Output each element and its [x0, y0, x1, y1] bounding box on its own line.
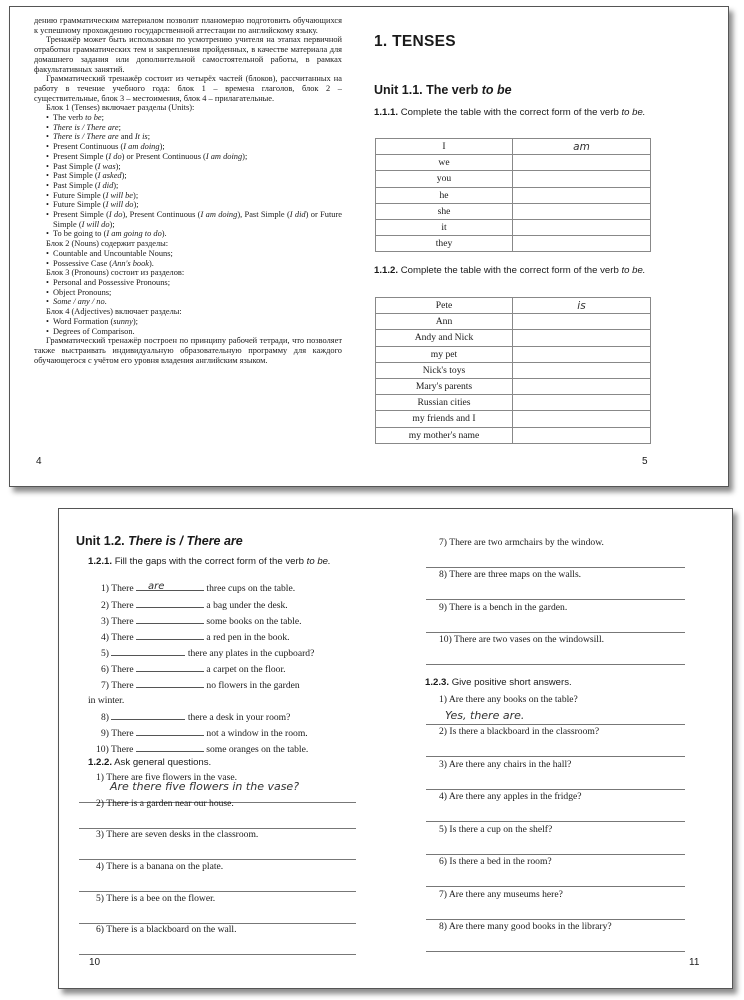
page-11 [425, 509, 685, 988]
subject-cell: we [376, 155, 513, 171]
block1-list [34, 113, 342, 239]
block4-intro: Блок 4 (Adjectives) включает разделы: [46, 307, 182, 317]
item-number: 5) [101, 648, 109, 659]
question-item: 1) There are five flowers in the vase. [96, 772, 238, 783]
block1-intro: Блок 1 (Tenses) включает разделы (Units): [46, 103, 195, 113]
table-row [376, 314, 651, 330]
verb-table-1 [375, 138, 651, 252]
question-item: 5) There is a bee on the flower. [96, 893, 216, 904]
answer-line[interactable] [426, 632, 685, 633]
answer-line[interactable] [426, 821, 685, 822]
task-em: to be. [621, 107, 646, 118]
verb-cell[interactable] [513, 155, 651, 171]
verb-cell[interactable] [513, 330, 651, 346]
answer-line[interactable] [426, 789, 685, 790]
verb-cell[interactable] [513, 411, 651, 427]
intro-paragraph-3: Грамматический тренажёр состоит из четырёх частей (блоков), рассчитанных на работу в течение учебного года: блок 1 – времена глаголов, блок 2 – существительные, блок 3 – местоимения, блок 4 – прилагательные. [34, 74, 342, 103]
question-item: 2) There is a garden near our house. [96, 798, 234, 809]
page-number-5: 5 [642, 456, 648, 467]
task-em: to be. [306, 556, 331, 567]
table-row [376, 203, 651, 219]
table-row [376, 362, 651, 378]
subject-cell: my friends and I [376, 411, 513, 427]
gap-item [96, 742, 308, 755]
verb-cell[interactable] [513, 139, 651, 155]
question-item: 8) There are three maps on the walls. [439, 569, 582, 580]
table-row [376, 187, 651, 203]
item-text: a bag under the desk. [206, 600, 288, 611]
gap-blank[interactable] [136, 742, 204, 752]
task-number: 1.2.1. [88, 556, 113, 567]
subject-cell: Russian cities [376, 395, 513, 411]
list-item: • Personal and Possessive Pronouns; [46, 278, 342, 288]
task-number: 1.1.2. [374, 265, 399, 276]
item-number: 7) [101, 680, 109, 691]
list-item: • There is / There are; [46, 123, 342, 133]
gap-7-continuation: in winter. [88, 695, 125, 706]
subject-cell: she [376, 203, 513, 219]
question-item: 8) Are there many good books in the library? [439, 921, 612, 932]
task-number: 1.2.3. [425, 677, 450, 688]
subject-cell: I [376, 139, 513, 155]
block4-list [34, 317, 342, 336]
item-number: 6) [101, 664, 109, 675]
item-text: some oranges on the table. [206, 744, 309, 755]
gap-item [101, 598, 288, 611]
table-row [376, 411, 651, 427]
list-item: • Present Simple (I do) or Present Continuous (I am doing); [46, 152, 342, 162]
gap-item [101, 662, 286, 675]
task-number: 1.2.2. [88, 757, 113, 768]
subject-cell: Ann [376, 314, 513, 330]
answer-line[interactable] [426, 664, 685, 665]
subject-cell: they [376, 236, 513, 252]
unit-prefix: Unit 1.1. [374, 83, 423, 97]
question-item: 2) Is there a blackboard in the classroom? [439, 726, 600, 737]
unit-title: There is / There are [128, 534, 243, 548]
question-item: 3) Are there any chairs in the hall? [439, 759, 572, 770]
handwritten-answer-short-1: Yes, there are. [445, 709, 525, 722]
table-row [376, 330, 651, 346]
table-row [376, 171, 651, 187]
verb-cell[interactable] [513, 346, 651, 362]
verb-cell[interactable] [513, 427, 651, 443]
verb-table-2 [375, 297, 651, 444]
table-row [376, 346, 651, 362]
verb-cell[interactable] [513, 171, 651, 187]
answer-line[interactable] [426, 567, 685, 568]
gap-item [101, 726, 308, 739]
unit-title: The verb [426, 83, 482, 97]
block3-list [34, 278, 342, 307]
list-item: • Degrees of Comparison. [46, 327, 342, 337]
item-text: There [111, 616, 134, 627]
task-text: Complete the table with the correct form of the verb [400, 107, 622, 118]
list-item: • Future Simple (I will be); [46, 191, 342, 201]
unit-1-1-heading [374, 83, 512, 97]
list-item: • Object Pronouns; [46, 288, 342, 298]
page-number-10: 10 [89, 957, 101, 968]
item-text: There [111, 632, 134, 643]
verb-cell[interactable] [513, 203, 651, 219]
item-text: some books on the table. [206, 616, 302, 627]
block2-intro: Блок 2 (Nouns) содержит разделы: [46, 239, 169, 249]
task-number: 1.1.1. [374, 107, 399, 118]
gap-blank[interactable] [136, 678, 204, 688]
question-item: 7) There are two armchairs by the window. [439, 537, 604, 548]
item-number: 4) [101, 632, 109, 643]
subject-cell: Mary's parents [376, 378, 513, 394]
gap-blank[interactable] [136, 662, 204, 672]
answer-line[interactable] [426, 756, 685, 757]
answer-line[interactable] [79, 891, 356, 892]
answer-line[interactable] [426, 886, 685, 887]
item-text: three cups on the table. [206, 583, 296, 594]
gap-item [101, 614, 302, 627]
task-text: Fill the gaps with the correct form of the verb [114, 556, 307, 567]
question-item: 3) There are seven desks in the classroom. [96, 829, 259, 840]
block3-intro: Блок 3 (Pronouns) состоит из разделов: [46, 268, 185, 278]
list-item: • Present Continuous (I am doing); [46, 142, 342, 152]
page-5 [374, 7, 654, 486]
subject-cell: Andy and Nick [376, 330, 513, 346]
item-text: There [111, 600, 134, 611]
table-row [376, 155, 651, 171]
unit-prefix: Unit 1.2. [76, 534, 125, 548]
closing-paragraph: Грамматический тренажёр построен по принципу рабочей тетради, что позволяет также выстраивать индивидуальную образовательную программу для каждого обучающегося с учётом его уровня владения английским языком. [34, 336, 342, 365]
answer-line[interactable] [79, 954, 356, 955]
table-row [376, 219, 651, 235]
subject-cell: my pet [376, 346, 513, 362]
block2-list [34, 249, 342, 268]
subject-cell: it [376, 219, 513, 235]
page-number-11: 11 [689, 957, 700, 968]
verb-cell[interactable] [513, 362, 651, 378]
list-item: • There is / There are and It is; [46, 132, 342, 142]
gap-item [101, 630, 290, 643]
table-row [376, 298, 651, 314]
handwritten-verb: is [577, 299, 586, 312]
subject-cell: Nick's toys [376, 362, 513, 378]
subject-cell: Pete [376, 298, 513, 314]
gap-item [101, 581, 295, 594]
list-item: • Past Simple (I asked); [46, 171, 342, 181]
unit-1-2-heading [76, 534, 243, 548]
gap-blank[interactable] [136, 581, 204, 591]
item-number: 2) [101, 600, 109, 611]
intro-paragraph-2: Тренажёр может быть использован по усмотрению учителя на этапах первичной отработки грамматических тем и закрепления пройденных, в качестве материала для домашнего задания или дополнительной самостоятельной работы, в рамках факультативных занятий. [34, 35, 342, 74]
question-item: 7) Are there any museums here? [439, 889, 563, 900]
list-item: • Countable and Uncountable Nouns; [46, 249, 342, 259]
list-item: • Past Simple (I was); [46, 162, 342, 172]
item-text: there any plates in the cupboard? [187, 648, 315, 659]
book-spread-pages-10-11 [58, 508, 733, 989]
task-1-2-1 [88, 556, 368, 567]
item-number: 1) [101, 583, 109, 594]
table-row [376, 139, 651, 155]
question-item: 9) There is a bench in the garden. [439, 602, 568, 613]
page-4 [34, 16, 342, 486]
gap-item [101, 646, 314, 659]
item-text: a red pen in the book. [206, 632, 290, 643]
gap-blank[interactable] [136, 598, 204, 608]
verb-cell[interactable] [513, 298, 651, 314]
list-item: • Word Formation (sunny); [46, 317, 342, 327]
page-number-4: 4 [36, 456, 42, 467]
task-em: to be. [621, 265, 646, 276]
gap-blank[interactable] [111, 646, 185, 656]
answer-line[interactable] [79, 859, 356, 860]
verb-cell[interactable] [513, 187, 651, 203]
verb-cell[interactable] [513, 236, 651, 252]
question-item: 4) Are there any apples in the fridge? [439, 791, 582, 802]
question-item: 4) There is a banana on the plate. [96, 861, 224, 872]
question-item: 1) Are there any books on the table? [439, 694, 578, 705]
task-1-2-2 [88, 757, 211, 768]
answer-line[interactable] [426, 919, 685, 920]
item-text: There [111, 728, 134, 739]
list-item: • Past Simple (I did); [46, 181, 342, 191]
item-text: There [111, 664, 134, 675]
subject-cell: he [376, 187, 513, 203]
list-item: • Possessive Case (Ann's book). [46, 259, 342, 269]
question-item: 5) Is there a cup on the shelf? [439, 824, 553, 835]
verb-cell[interactable] [513, 219, 651, 235]
list-item: • Some / any / no. [46, 297, 342, 307]
handwritten-answer-1: Are there five flowers in the vase? [110, 780, 300, 793]
table-row [376, 236, 651, 252]
gap-blank[interactable] [136, 614, 204, 624]
task-text: Complete the table with the correct form of the verb [400, 265, 622, 276]
subject-cell: you [376, 171, 513, 187]
item-text: There [111, 583, 134, 594]
list-item: • The verb to be; [46, 113, 342, 123]
question-item: 6) There is a blackboard on the wall. [96, 924, 237, 935]
book-spread-pages-4-5 [9, 6, 729, 487]
item-number: 3) [101, 616, 109, 627]
gap-blank[interactable] [136, 726, 204, 736]
item-text: there a desk in your room? [187, 712, 291, 723]
task-1-2-3 [425, 677, 572, 688]
answer-line[interactable] [426, 599, 685, 600]
gap-item [101, 710, 290, 723]
subject-cell: my mother's name [376, 427, 513, 443]
list-item: • Present Simple (I do), Present Continuous (I am doing), Past Simple (I did) or Future Simple (I will do); [46, 210, 342, 229]
task-text: Give positive short answers. [451, 677, 572, 688]
item-text: There [111, 680, 134, 691]
verb-cell[interactable] [513, 378, 651, 394]
handwritten-verb: am [573, 140, 590, 153]
chapter-title: 1. TENSES [374, 33, 456, 50]
item-number: 9) [101, 728, 109, 739]
unit-title-em: to be [481, 83, 512, 97]
item-number: 8) [101, 712, 109, 723]
page-10 [76, 509, 366, 988]
table-row [376, 378, 651, 394]
verb-cell[interactable] [513, 314, 651, 330]
table-row [376, 395, 651, 411]
item-number: 10) [96, 744, 109, 755]
gap-item [101, 678, 300, 691]
gap-blank[interactable] [136, 630, 204, 640]
handwritten-gap-answer: are [148, 581, 165, 592]
task-text: Ask general questions. [114, 757, 212, 768]
answer-line[interactable] [426, 854, 685, 855]
table-row [376, 427, 651, 443]
intro-paragraph-1: дению грамматическим материалом позволит планомерно подготовить обучающихся к успешному прохождению государственной аттестации по английскому языку. [34, 16, 342, 35]
question-item: 6) Is there a bed in the room? [439, 856, 552, 867]
item-text: There [111, 744, 134, 755]
task-1-1-2 [374, 265, 654, 277]
task-1-1-1 [374, 107, 654, 119]
item-text: not a window in the room. [206, 728, 308, 739]
answer-line[interactable] [426, 951, 685, 952]
list-item: • Future Simple (I will do); [46, 200, 342, 210]
verb-cell[interactable] [513, 395, 651, 411]
list-item: • To be going to (I am going to do). [46, 229, 342, 239]
question-item: 10) There are two vases on the windowsill. [439, 634, 605, 645]
gap-blank[interactable] [111, 710, 185, 720]
item-text: no flowers in the garden [206, 680, 300, 691]
item-text: a carpet on the floor. [206, 664, 286, 675]
answer-line[interactable] [426, 724, 685, 725]
